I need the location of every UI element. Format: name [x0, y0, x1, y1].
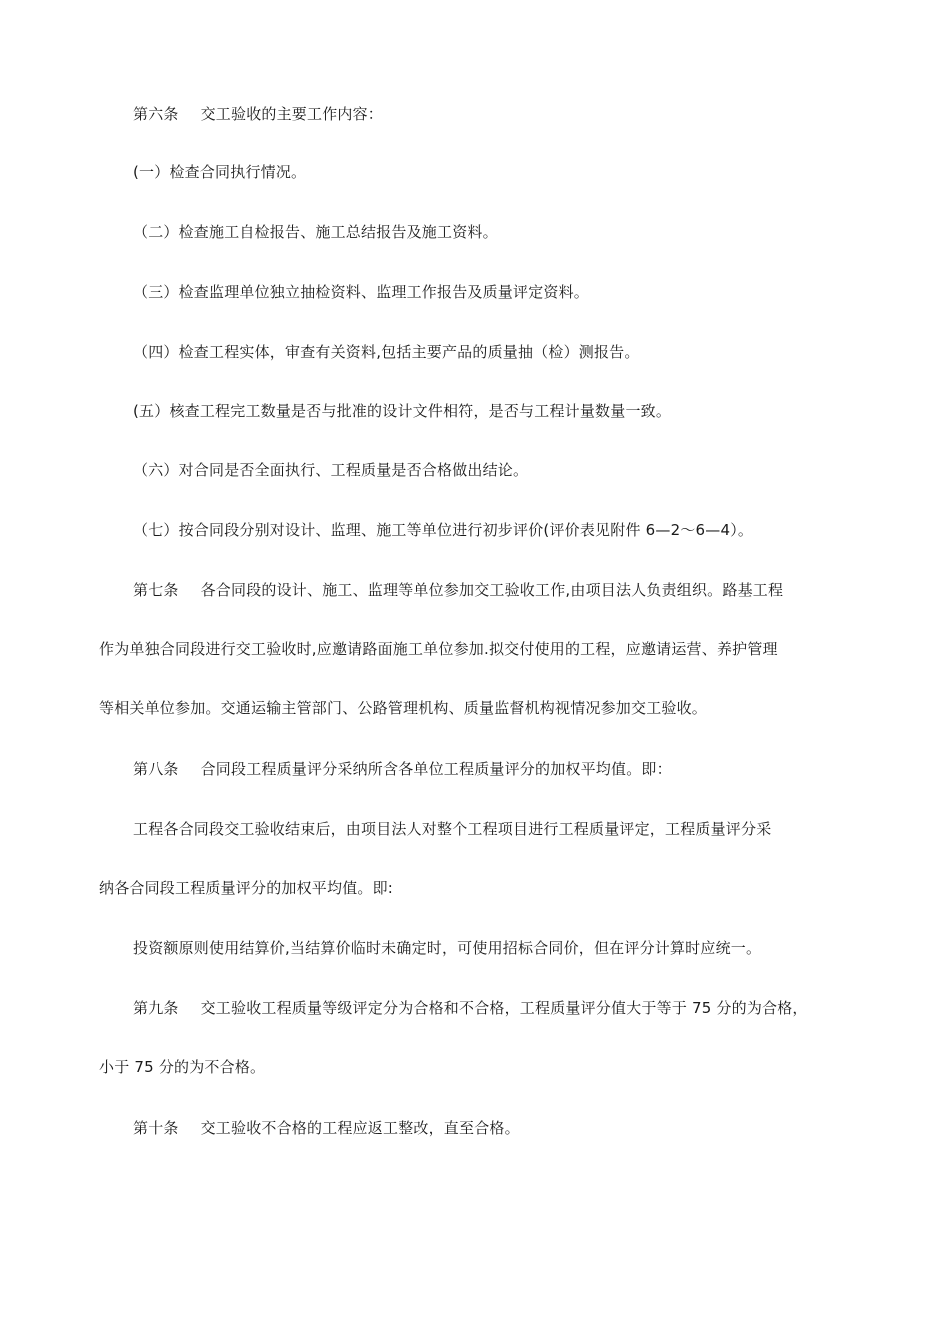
- article-10-text: 交工验收不合格的工程应返工整改，直至合格。: [200, 1119, 520, 1137]
- item-7: （七）按合同段分别对设计、监理、施工等单位进行初步评价(评价表见附件 6—2～6—4）。: [133, 521, 754, 539]
- article-6-heading: [133, 104, 383, 124]
- item-3: （三）检查监理单位独立抽检资料、监理工作报告及质量评定资料。: [133, 283, 590, 301]
- article-8-label: 第八条: [133, 760, 179, 778]
- item-6: （六）对合同是否全面执行、工程质量是否合格做出结论。: [133, 461, 529, 479]
- item-5: (五）核查工程完工数量是否与批准的设计文件相符，是否与工程计量数量一致。: [133, 402, 672, 420]
- article-8-para-2-line-2: 纳各合同段工程质量评分的加权平均值。即:: [99, 879, 394, 897]
- article-7-line-1: [133, 580, 783, 600]
- item-1: (一）检查合同执行情况。: [133, 163, 307, 181]
- article-7-label: 第七条: [133, 581, 179, 599]
- article-9-line-1: [133, 998, 808, 1018]
- article-8-text: 合同段工程质量评分采纳所含各单位工程质量评分的加权平均值。即：: [200, 760, 672, 778]
- article-6-label: 第六条: [133, 105, 179, 123]
- article-10-label: 第十条: [133, 1119, 179, 1137]
- article-7-line-2: 作为单独合同段进行交工验收时,应邀请路面施工单位参加.拟交付使用的工程，应邀请运营、养护管理: [99, 640, 778, 658]
- article-6-text: 交工验收的主要工作内容：: [200, 105, 384, 123]
- item-2: （二）检查施工自检报告、施工总结报告及施工资料。: [133, 223, 498, 241]
- article-9-text: 交工验收工程质量等级评定分为合格和不合格，工程质量评分值大于等于 75 分的为合格，: [200, 999, 808, 1017]
- article-9-line-2: 小于 75 分的为不合格。: [99, 1058, 266, 1076]
- article-8-para-3: 投资额原则使用结算价,当结算价临时未确定时，可使用招标合同价，但在评分计算时应统一。: [133, 939, 762, 957]
- article-8-para-2-line-1: 工程各合同段交工验收结束后，由项目法人对整个工程项目进行工程质量评定，工程质量评分采: [133, 820, 772, 838]
- article-7-line-3: 等相关单位参加。交通运输主管部门、公路管理机构、质量监督机构视情况参加交工验收。: [99, 699, 708, 717]
- article-9-label: 第九条: [133, 999, 179, 1017]
- article-10-heading: [133, 1118, 520, 1138]
- article-7-text: 各合同段的设计、施工、监理等单位参加交工验收工作,由项目法人负责组织。路基工程: [200, 581, 784, 599]
- article-8-heading: [133, 759, 672, 779]
- item-4: （四）检查工程实体，审查有关资料,包括主要产品的质量抽（检）测报告。: [133, 343, 640, 361]
